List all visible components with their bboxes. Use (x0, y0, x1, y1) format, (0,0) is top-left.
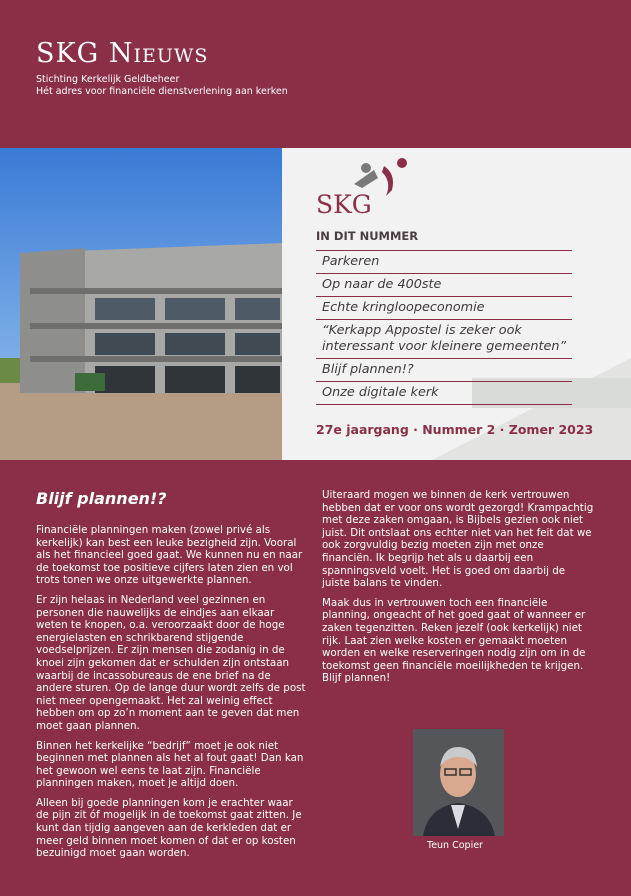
skg-logo-text: SKG (316, 190, 372, 219)
table-of-contents (316, 250, 572, 405)
toc-item[interactable]: Parkeren (316, 250, 572, 273)
toc-item[interactable]: Echte kringloopeconomie (316, 296, 572, 319)
paragraph: Maak dus in vertrouwen toch een financiële planning, ongeacht of het goed gaat of wanneer er zaken tegenzitten. Reken jezelf (ook kerkelijk) niet rijk. Laat zien welke kosten er gemaakt moeten worden en welke reserveringen nodig zijn om in de toekomst geen financiële moeilijkheden te krijgen. Blijf plannen! (322, 596, 586, 685)
author-caption: Teun Copier (427, 840, 483, 851)
toc-item[interactable]: “Kerkapp Appostel is zeker ook interessant voor kleinere gemeenten” (316, 319, 572, 358)
organization-name: Stichting Kerkelijk Geldbeheer (36, 74, 180, 85)
organization-tagline: Hét adres voor financiële dienstverlening aan kerken (36, 86, 288, 97)
article-heading: Blijf plannen!? (36, 489, 167, 508)
paragraph: Alleen bij goede planningen kom je erachter waar de pijn zit óf mogelijk in de toekomst gaat zitten. Je kunt dan tijdig aangeven aan de kerkleden dat er meer geld binnen moet komen of dat er op kosten bezuinigd moet gaan worden. (36, 796, 302, 860)
paragraph: Er zijn helaas in Nederland veel gezinnen en personen die nauwelijks de eindjes aan elkaar weten te knopen, o.a. veroorzaakt door de hoge energielasten en schrikbarend stijgende voedselprijzen. Er zijn mensen die zodanig in de knoei zijn gekomen dat er schulden zijn ontstaan waarbij de incassobureaus de ene brief na de andere sturen. Op de lange duur wordt zelfs de post niet meer opengemaakt. Het zal weinig effect hebben om op zo’n moment aan te geven dat men moet gaan plannen. (36, 593, 306, 732)
newsletter-title: SKG Nieuws (36, 38, 209, 69)
cover-photo-building (0, 148, 282, 460)
paragraph: Financiële planningen maken (zowel privé als kerkelijk) kan best een leuke bezigheid zijn. Vooral als het financieel goed gaat. We kunnen nu en naar de toekomst toe positieve cijfers laten zien en vol trots tonen we onze uitgewerkte plannen. (36, 524, 303, 587)
author-photo (413, 729, 504, 836)
toc-item[interactable]: Op naar de 400ste (316, 273, 572, 296)
toc-item[interactable]: Blijf plannen!? (316, 358, 572, 381)
toc-item[interactable]: Onze digitale kerk (316, 381, 572, 405)
toc-heading: IN DIT NUMMER (316, 229, 419, 243)
paragraph: Binnen het kerkelijke “bedrijf” moet je ook niet beginnen met plannen als het al fout gaat! Dan kan het gewoon wel eens te laat zijn. Financiële planningen maken, moet je altijd doen. (36, 739, 304, 790)
paragraph: Uiteraard mogen we binnen de kerk vertrouwen hebben dat er voor ons wordt gezorgd! Krampachtig met deze zaken omgaan, is Bijbels gezien ook niet juist. Dit ontslaat ons echter niet van het feit dat we ook zorgvuldig bezig moeten zijn met onze financiën. Ik begrijp het als u daarbij een spanningsveld voelt. Het is goed om daarbij de juiste balans te vinden. (322, 489, 594, 590)
issue-info: 27e jaargang · Nummer 2 · Zomer 2023 (316, 422, 594, 437)
article-left-column (36, 524, 308, 867)
masthead (0, 0, 631, 148)
article-right-column (322, 489, 594, 692)
